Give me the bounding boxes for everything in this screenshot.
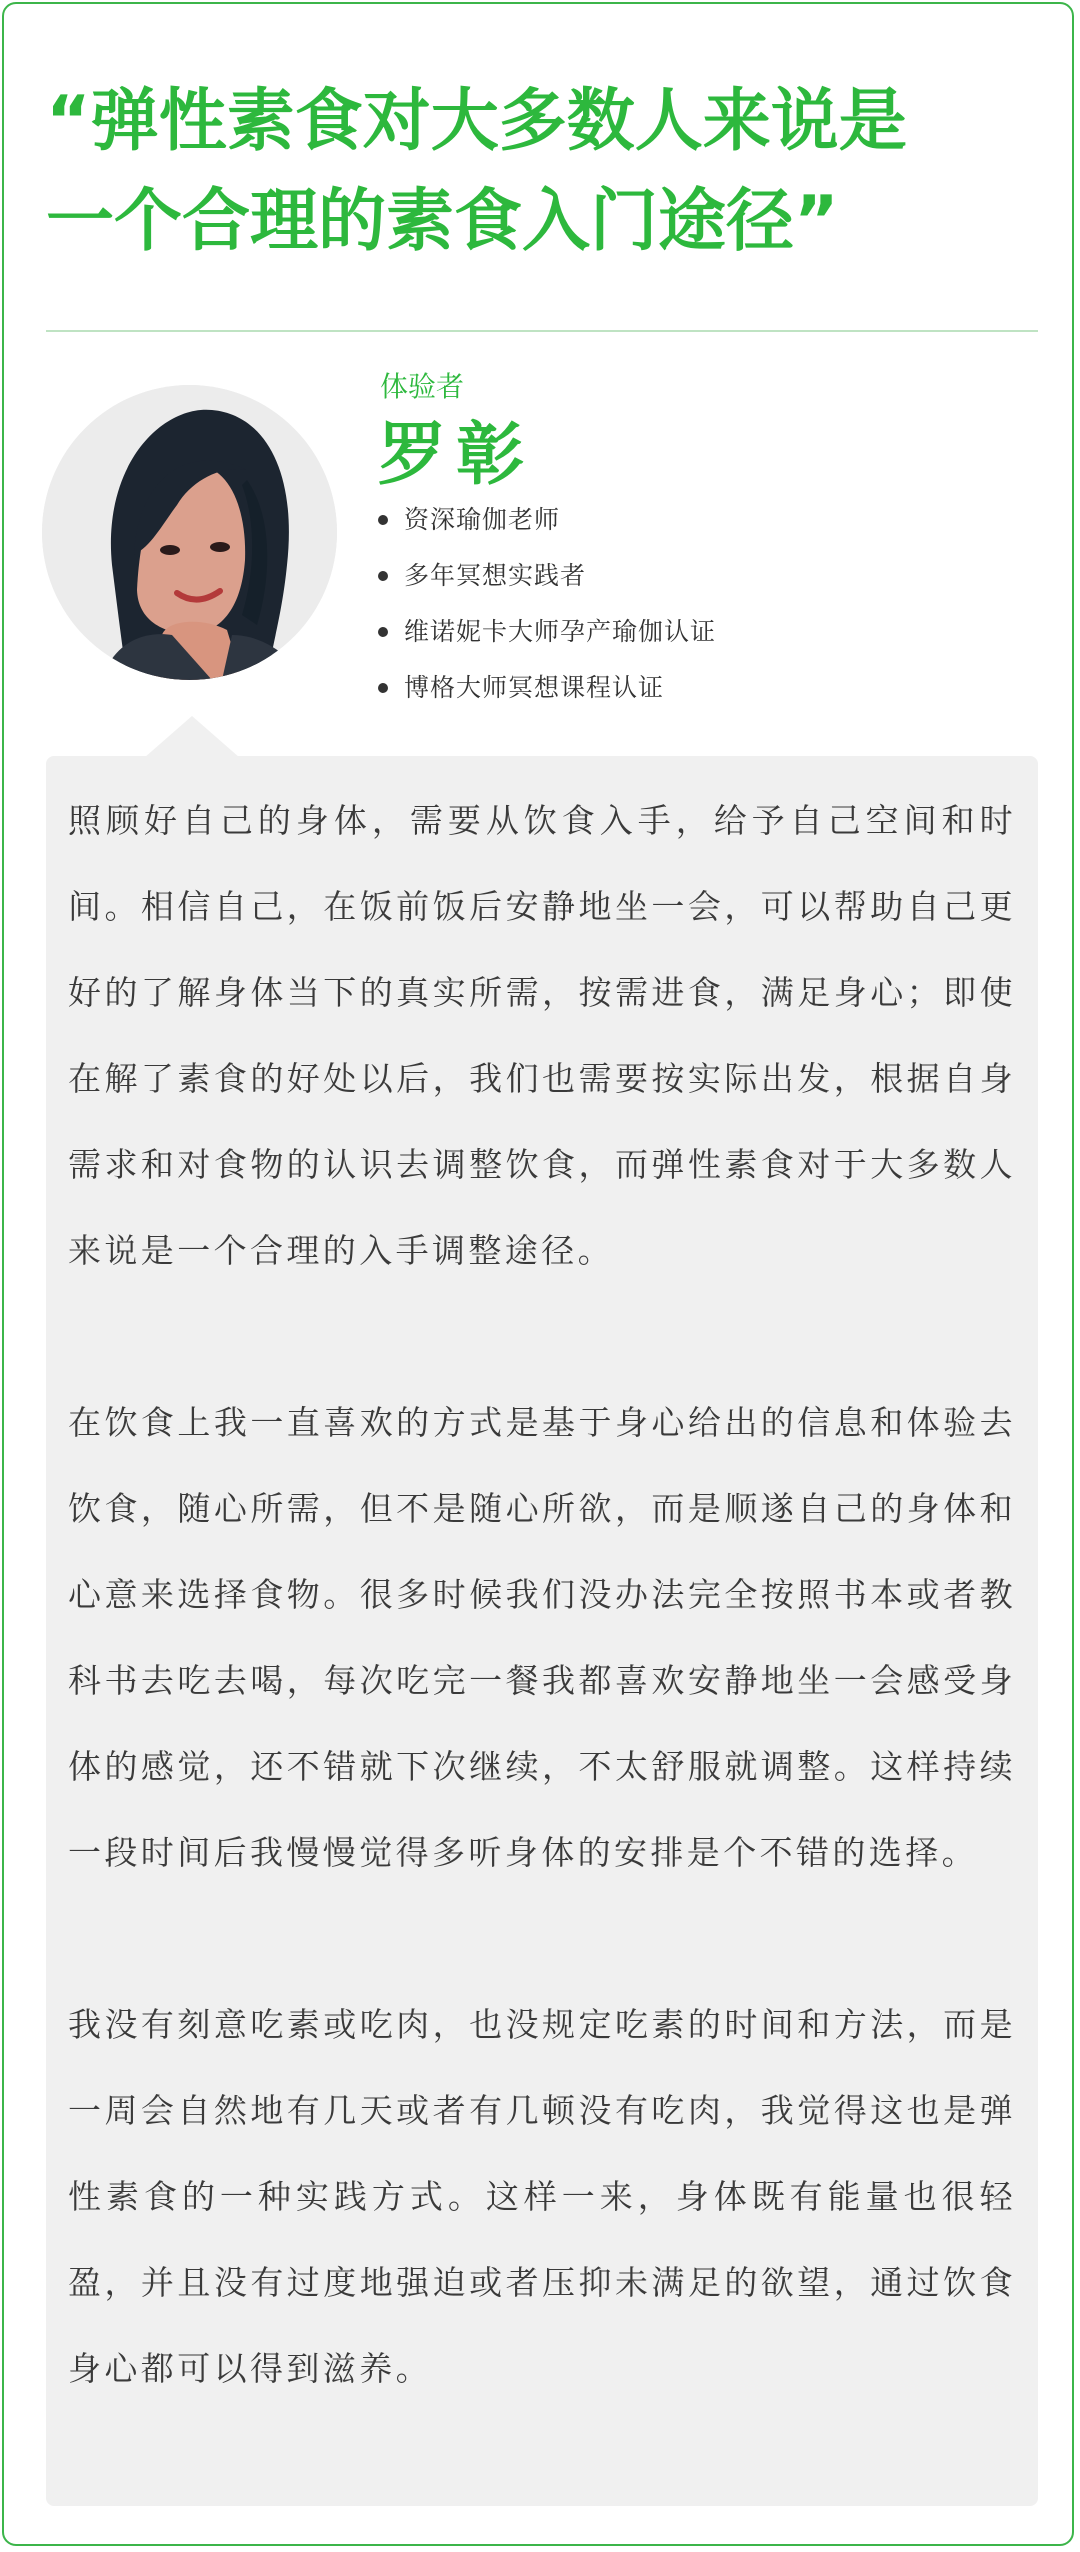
credential-list (374, 505, 716, 729)
credential-item (374, 561, 716, 617)
paragraph-1: 照顾好自己的身体，需要从饮食入手，给予自己空间和时间。相信自己，在饭前饭后安静地坐一会，可以帮助自己更好的了解身体当下的真实所需，按需进食，满足身心；即使在解了素食的好处以后，我们也需要按实际出发，根据自身需求和对食物的认识去调整饮食，而弹性素食对于大多数人来说是一个合理的入手调整途径。 (68, 801, 1016, 1270)
avatar (42, 385, 337, 680)
speech-pointer (144, 716, 240, 758)
bullet-icon (378, 627, 388, 637)
headline-line-2: 一个合理的素食入门途径” (46, 182, 839, 261)
bullet-icon (378, 683, 388, 693)
credential-text: 维诺妮卡大师孕产瑜伽认证 (404, 617, 717, 646)
credential-text: 资深瑜伽老师 (404, 505, 561, 534)
divider (46, 330, 1038, 332)
headline-line-1: “弹性素食对大多数人来说是 (46, 82, 907, 161)
credential-item (374, 617, 716, 673)
bullet-icon (378, 515, 388, 525)
credential-text: 博格大师冥想课程认证 (404, 673, 665, 702)
paragraph-2: 在饮食上我一直喜欢的方式是基于身心给出的信息和体验去饮食，随心所需，但不是随心所欲，而是顺遂自己的身体和心意来选择食物。很多时候我们没办法完全按照书本或者教科书去吃去喝，每次吃完一餐我都喜欢安静地坐一会感受身体的感觉，还不错就下次继续，不太舒服就调整。这样持续一段时间后我慢慢觉得多听身体的安排是个不错的选择。 (68, 1403, 1016, 1872)
credential-text: 多年冥想实践者 (404, 561, 587, 590)
credential-item (374, 673, 716, 729)
testimonial-body (46, 756, 1038, 2506)
portrait-image (42, 385, 337, 680)
credential-item (374, 505, 716, 561)
profile-name: 罗彰 (378, 416, 535, 495)
profile-role: 体验者 (380, 370, 465, 403)
bullet-icon (378, 571, 388, 581)
headline-quote (46, 72, 1036, 272)
paragraph-3: 我没有刻意吃素或吃肉，也没规定吃素的时间和方法，而是一周会自然地有几天或者有几顿没有吃肉，我觉得这也是弹性素食的一种实践方式。这样一来，身体既有能量也很轻盈，并且没有过度地强迫或者压抑未满足的欲望，通过饮食身心都可以得到滋养。 (68, 2005, 1016, 2388)
